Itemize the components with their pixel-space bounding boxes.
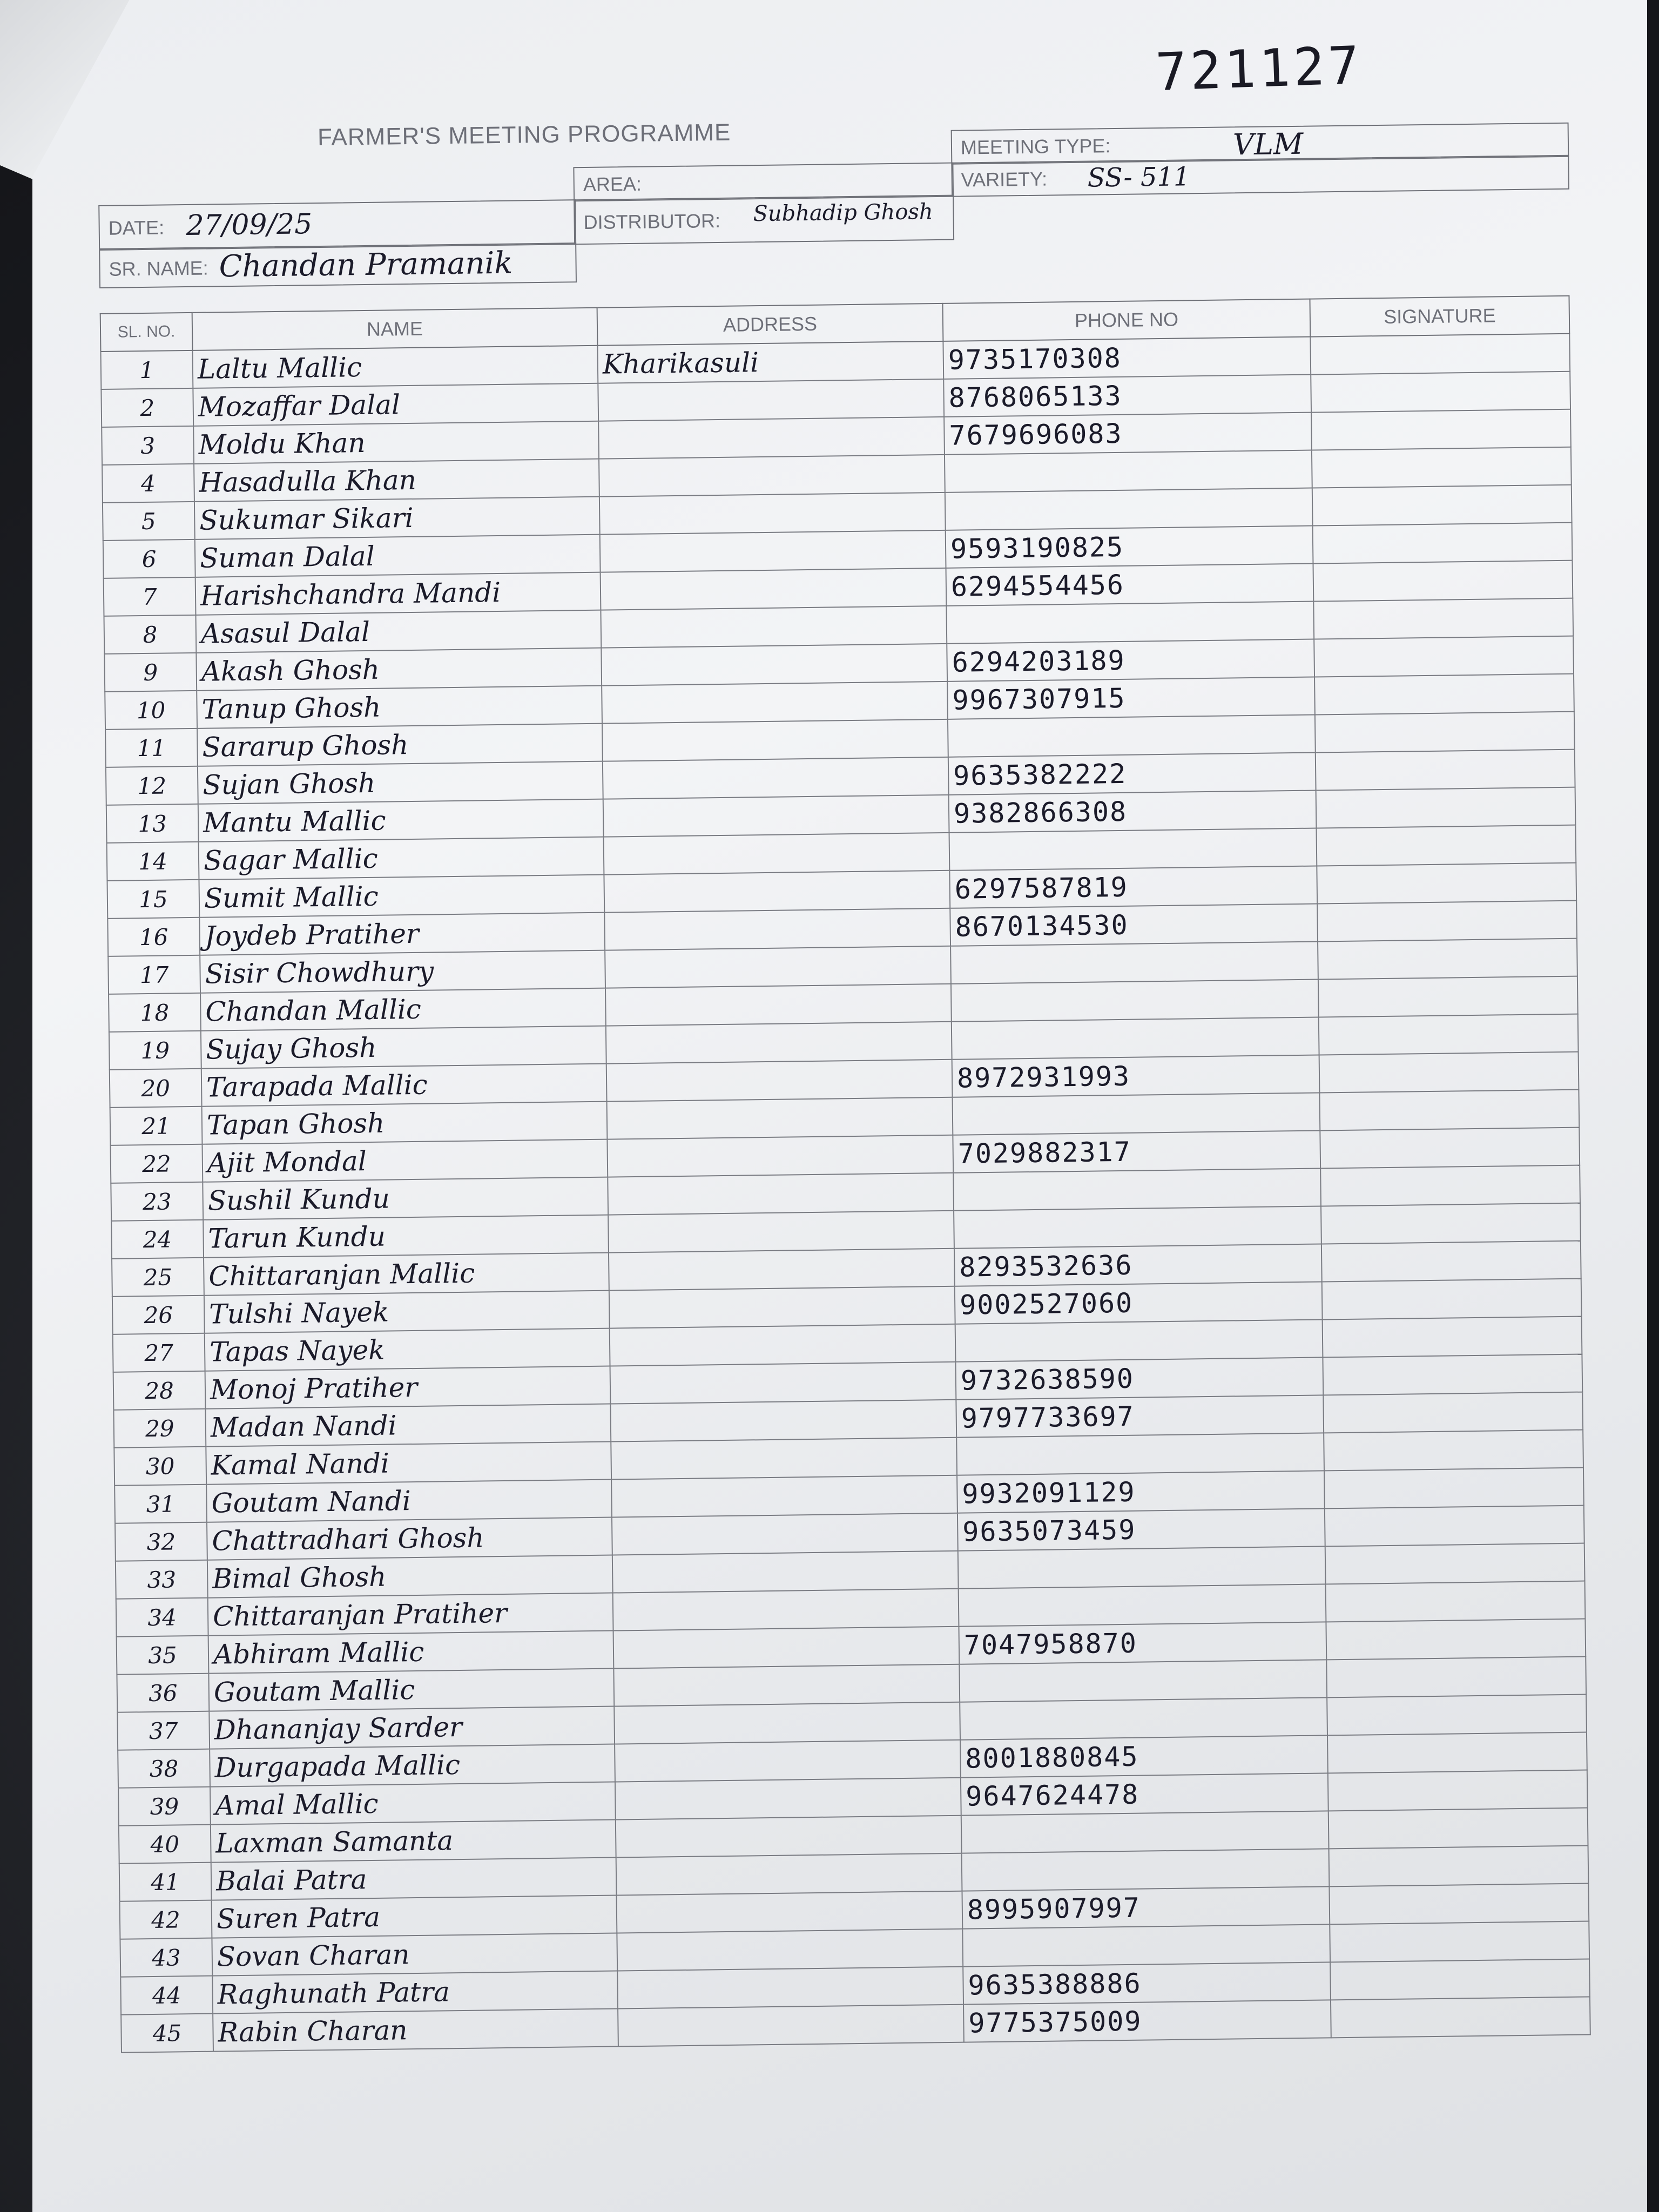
name-cell: Tapan Ghosh: [202, 1102, 608, 1144]
signature-cell: [1326, 1581, 1586, 1622]
phone-cell: 8995907997: [962, 1886, 1330, 1928]
phone-cell: 9635382222: [948, 753, 1316, 795]
address-cell: [602, 682, 948, 724]
signature-cell: [1324, 1468, 1584, 1509]
signature-cell: [1323, 1392, 1583, 1433]
address-cell: [617, 1967, 963, 2009]
variety-label: VARIETY:: [961, 167, 1048, 191]
sl-cell: 26: [112, 1296, 205, 1334]
sl-cell: 25: [112, 1258, 204, 1297]
phone-cell: 9635388886: [963, 1962, 1331, 2004]
sl-cell: 36: [117, 1674, 209, 1712]
phone-cell: [959, 1660, 1327, 1702]
phone-cell: 6294203189: [947, 639, 1314, 682]
phone-cell: [951, 979, 1319, 1021]
signature-cell: [1312, 485, 1572, 526]
sl-cell: 6: [103, 539, 195, 578]
form-sheet: [97, 90, 1589, 2048]
name-cell: Sukumar Sikari: [194, 497, 600, 539]
name-cell: Akash Ghosh: [196, 648, 602, 691]
name-cell: Balai Patra: [211, 1858, 617, 1900]
name-cell: Chandan Mallic: [200, 988, 606, 1031]
signature-cell: [1313, 561, 1573, 602]
phone-cell: [950, 942, 1318, 984]
sl-cell: 13: [106, 804, 199, 843]
address-cell: [610, 1324, 956, 1366]
name-cell: Amal Mallic: [210, 1782, 616, 1825]
sl-cell: 28: [113, 1371, 206, 1410]
address-cell: [604, 833, 950, 875]
signature-cell: [1311, 409, 1571, 450]
sl-cell: 4: [102, 464, 194, 503]
name-cell: Kamal Nandi: [206, 1442, 611, 1485]
signature-cell: [1316, 825, 1576, 866]
phone-cell: 9635073459: [957, 1508, 1325, 1550]
name-cell: Tulshi Nayek: [204, 1291, 610, 1333]
address-cell: [608, 1173, 954, 1215]
signature-cell: [1317, 863, 1576, 904]
sl-cell: 33: [116, 1560, 208, 1599]
name-cell: Joydeb Pratiher: [199, 913, 605, 955]
signature-cell: [1323, 1354, 1582, 1395]
phone-cell: [959, 1584, 1326, 1626]
phone-cell: [955, 1319, 1323, 1361]
signature-cell: [1326, 1619, 1586, 1660]
signature-cell: [1324, 1430, 1583, 1471]
name-cell: Sisir Chowdhury: [200, 950, 605, 993]
sr-name-cell: [99, 242, 577, 288]
name-cell: Mantu Mallic: [198, 799, 604, 842]
sl-cell: 15: [107, 880, 199, 919]
sl-cell: 10: [105, 691, 197, 730]
sl-cell: 17: [108, 955, 200, 994]
address-cell: [604, 871, 950, 913]
signature-cell: [1315, 712, 1575, 753]
name-cell: Sushil Kundu: [203, 1177, 608, 1220]
phone-cell: 9967307915: [947, 677, 1315, 719]
sl-cell: 23: [111, 1182, 203, 1221]
name-cell: Sumit Mallic: [199, 875, 604, 918]
name-cell: Tarapada Mallic: [201, 1064, 607, 1107]
sl-cell: 1: [101, 350, 193, 389]
signature-cell: [1323, 1317, 1582, 1358]
sl-cell: 30: [114, 1447, 206, 1486]
sl-cell: 45: [121, 2014, 213, 2053]
distributor-label: DISTRIBUTOR:: [583, 209, 721, 234]
address-cell: [604, 908, 950, 950]
address-cell: [606, 1022, 952, 1064]
name-cell: Chittaranjan Mallic: [204, 1253, 609, 1296]
sl-cell: 22: [110, 1144, 203, 1183]
phone-cell: 6297587819: [949, 866, 1317, 908]
name-cell: Sararup Ghosh: [197, 724, 603, 766]
name-cell: Abhiram Mallic: [208, 1631, 614, 1674]
sl-cell: 8: [104, 615, 196, 654]
phone-cell: 8293532636: [954, 1244, 1322, 1286]
document-number: 721127: [1155, 35, 1364, 103]
sl-cell: 7: [104, 577, 196, 616]
distributor-cell: [574, 195, 954, 245]
address-cell: [609, 1286, 955, 1328]
address-cell: [610, 1400, 956, 1442]
phone-cell: 9732638590: [955, 1357, 1323, 1399]
signature-cell: [1325, 1543, 1585, 1584]
sl-cell: 5: [103, 502, 195, 541]
address-cell: [612, 1551, 959, 1593]
name-cell: Tanup Ghosh: [197, 686, 602, 729]
phone-cell: 8768065133: [943, 375, 1311, 417]
address-cell: [617, 1891, 963, 1933]
form-title: FARMER'S MEETING PROGRAMME: [317, 119, 731, 151]
signature-cell: [1327, 1732, 1587, 1773]
name-cell: Laxman Samanta: [211, 1820, 616, 1863]
date-label: DATE:: [108, 216, 165, 239]
phone-cell: [952, 1092, 1320, 1135]
signature-cell: [1314, 636, 1574, 677]
phone-cell: [949, 828, 1317, 871]
sr-name-value: Chandan Pramanik: [219, 245, 513, 285]
name-cell: Tapas Nayek: [205, 1328, 610, 1371]
address-cell: [603, 795, 949, 837]
phone-cell: 9002527060: [955, 1282, 1323, 1324]
phone-cell: 9593190825: [946, 526, 1313, 568]
signature-cell: [1313, 598, 1573, 639]
sl-cell: 19: [109, 1031, 201, 1070]
phone-cell: 6294554456: [946, 564, 1314, 606]
phone-cell: 7679696083: [944, 413, 1312, 455]
sl-cell: 32: [115, 1522, 207, 1561]
name-cell: Goutam Nandi: [206, 1480, 612, 1522]
address-cell: [616, 1853, 962, 1896]
address-cell: Kharikasuli: [597, 341, 943, 383]
sl-cell: 20: [110, 1069, 202, 1108]
signature-cell: [1322, 1279, 1582, 1320]
name-cell: Chattradhari Ghosh: [207, 1518, 612, 1560]
phone-cell: [956, 1433, 1324, 1475]
phone-cell: 8670134530: [950, 904, 1318, 946]
address-cell: [605, 946, 951, 988]
phone-cell: 9382866308: [949, 791, 1317, 833]
name-cell: Monoj Pratiher: [205, 1366, 611, 1409]
signature-cell: [1318, 976, 1578, 1017]
column-header-signature: SIGNATURE: [1310, 296, 1569, 337]
signature-cell: [1329, 1884, 1589, 1925]
signature-cell: [1320, 1128, 1580, 1169]
sl-cell: 37: [117, 1711, 210, 1750]
address-cell: [613, 1589, 959, 1631]
address-cell: [609, 1249, 955, 1291]
phone-cell: 7029882317: [953, 1130, 1320, 1172]
farmer-table: [100, 295, 1591, 2053]
phone-cell: [946, 602, 1314, 644]
signature-cell: [1328, 1770, 1588, 1811]
signature-cell: [1316, 787, 1576, 828]
address-cell: [617, 1929, 963, 1971]
variety-cell: [951, 155, 1569, 197]
column-header-sl-no: SL. NO.: [100, 313, 193, 352]
sl-cell: 29: [113, 1409, 206, 1448]
signature-cell: [1321, 1241, 1581, 1282]
sl-cell: 41: [119, 1863, 212, 1901]
phone-cell: [958, 1546, 1326, 1588]
date-value: 27/09/25: [186, 208, 313, 242]
signature-cell: [1314, 674, 1574, 715]
phone-cell: 9647624478: [961, 1773, 1328, 1815]
column-header-name: NAME: [192, 308, 598, 350]
name-cell: Rabin Charan: [213, 2008, 618, 2051]
address-cell: [608, 1211, 954, 1253]
phone-cell: [948, 715, 1316, 757]
name-cell: Goutam Mallic: [208, 1669, 614, 1711]
phone-cell: [961, 1811, 1329, 1853]
signature-cell: [1312, 447, 1572, 488]
phone-cell: [952, 1017, 1319, 1059]
signature-cell: [1319, 1090, 1579, 1131]
sl-cell: 35: [117, 1636, 209, 1675]
name-cell: Mozaffar Dalal: [193, 383, 598, 426]
meeting-type-value: VLM: [1232, 126, 1304, 162]
phone-cell: 9735170308: [943, 337, 1311, 379]
name-cell: Harishchandra Mandi: [195, 572, 601, 615]
signature-cell: [1330, 1921, 1589, 1963]
signature-cell: [1320, 1165, 1580, 1206]
sl-cell: 43: [120, 1938, 212, 1977]
address-cell: [598, 379, 944, 421]
column-header-phone: PHONE NO: [943, 299, 1311, 341]
sl-cell: 3: [102, 426, 194, 465]
phone-cell: 7047958870: [959, 1622, 1326, 1664]
address-cell: [613, 1664, 960, 1707]
signature-cell: [1331, 1997, 1590, 2038]
name-cell: Asasul Dalal: [195, 610, 601, 653]
address-cell: [599, 493, 946, 535]
sl-cell: 27: [113, 1333, 205, 1372]
phone-cell: [962, 1849, 1330, 1891]
phone-cell: 8001880845: [960, 1735, 1328, 1777]
address-cell: [612, 1513, 958, 1555]
address-cell: [601, 644, 947, 686]
sr-name-label: SR. NAME:: [109, 257, 208, 280]
name-cell: Raghunath Patra: [212, 1971, 618, 2013]
address-cell: [601, 568, 947, 610]
name-cell: Suman Dalal: [195, 535, 601, 577]
phone-cell: 8972931993: [952, 1055, 1320, 1097]
signature-cell: [1317, 901, 1577, 942]
name-cell: Dhananjay Sarder: [209, 1707, 615, 1749]
name-cell: Sujan Ghosh: [198, 761, 603, 804]
sl-cell: 11: [105, 729, 198, 767]
sl-cell: 12: [106, 766, 198, 805]
address-cell: [602, 719, 948, 761]
signature-cell: [1326, 1657, 1586, 1698]
signature-cell: [1328, 1808, 1588, 1849]
phone-cell: 9797733697: [956, 1395, 1324, 1437]
signature-cell: [1325, 1506, 1584, 1547]
phone-cell: [945, 450, 1312, 493]
sl-cell: 9: [104, 653, 197, 692]
sl-cell: 24: [111, 1220, 204, 1259]
name-cell: Suren Patra: [212, 1896, 617, 1938]
phone-cell: [945, 488, 1313, 530]
meeting-type-label: MEETING TYPE:: [960, 134, 1111, 159]
signature-cell: [1321, 1203, 1581, 1244]
address-cell: [603, 757, 949, 799]
sl-cell: 2: [101, 388, 193, 427]
address-cell: [615, 1740, 961, 1782]
phone-cell: [960, 1697, 1327, 1739]
sl-cell: 44: [120, 1976, 213, 2015]
column-header-address: ADDRESS: [597, 304, 943, 346]
address-cell: [600, 530, 946, 572]
name-cell: Hasadulla Khan: [194, 459, 599, 502]
signature-cell: [1327, 1695, 1587, 1736]
date-cell: [98, 199, 576, 251]
phone-cell: [953, 1168, 1321, 1210]
area-label: AREA:: [583, 172, 642, 196]
name-cell: Chittaranjan Pratiher: [208, 1593, 613, 1636]
address-cell: [605, 984, 952, 1026]
sl-cell: 14: [107, 842, 199, 881]
sl-cell: 31: [114, 1485, 207, 1523]
sl-cell: 34: [116, 1598, 208, 1637]
signature-cell: [1316, 750, 1575, 791]
address-cell: [606, 1060, 953, 1102]
sl-cell: 16: [107, 918, 200, 956]
signature-cell: [1313, 523, 1573, 564]
signature-cell: [1319, 1014, 1579, 1055]
address-cell: [615, 1778, 961, 1820]
phone-cell: 9932091129: [957, 1471, 1325, 1513]
address-cell: [611, 1475, 957, 1518]
signature-cell: [1310, 334, 1570, 375]
name-cell: Sujay Ghosh: [201, 1026, 606, 1069]
signature-cell: [1318, 939, 1577, 980]
signature-cell: [1330, 1959, 1590, 2000]
address-cell: [610, 1362, 956, 1404]
signature-cell: [1311, 372, 1570, 413]
distributor-value: Subhadip Ghosh: [753, 199, 933, 227]
phone-cell: 9775375009: [963, 2000, 1331, 2042]
address-cell: [607, 1097, 953, 1139]
address-cell: [607, 1135, 953, 1177]
sl-cell: 40: [119, 1825, 211, 1864]
name-cell: Laltu Mallic: [192, 346, 598, 388]
name-cell: Durgapada Mallic: [210, 1744, 615, 1787]
name-cell: Bimal Ghosh: [207, 1555, 613, 1598]
sl-cell: 42: [120, 1900, 212, 1939]
sl-cell: 39: [118, 1787, 211, 1826]
name-cell: Ajit Mondal: [202, 1139, 608, 1182]
sl-cell: 38: [118, 1749, 210, 1788]
phone-cell: [954, 1206, 1321, 1248]
signature-cell: [1319, 1052, 1579, 1093]
signature-cell: [1329, 1846, 1589, 1887]
sl-cell: 21: [110, 1107, 203, 1145]
name-cell: Sagar Mallic: [199, 837, 604, 880]
phone-cell: [962, 1924, 1330, 1966]
name-cell: Sovan Charan: [212, 1933, 617, 1975]
address-cell: [598, 417, 945, 459]
address-cell: [601, 606, 947, 648]
sl-cell: 18: [109, 993, 201, 1032]
address-cell: [616, 1816, 962, 1858]
address-cell: [613, 1627, 960, 1669]
address-cell: [618, 2005, 964, 2047]
name-cell: Madan Nandi: [205, 1404, 611, 1447]
name-cell: Tarun Kundu: [203, 1215, 609, 1258]
address-cell: [599, 455, 945, 497]
variety-value: SS- 511: [1087, 161, 1190, 193]
name-cell: Moldu Khan: [193, 421, 599, 464]
address-cell: [614, 1702, 960, 1744]
address-cell: [611, 1438, 957, 1480]
